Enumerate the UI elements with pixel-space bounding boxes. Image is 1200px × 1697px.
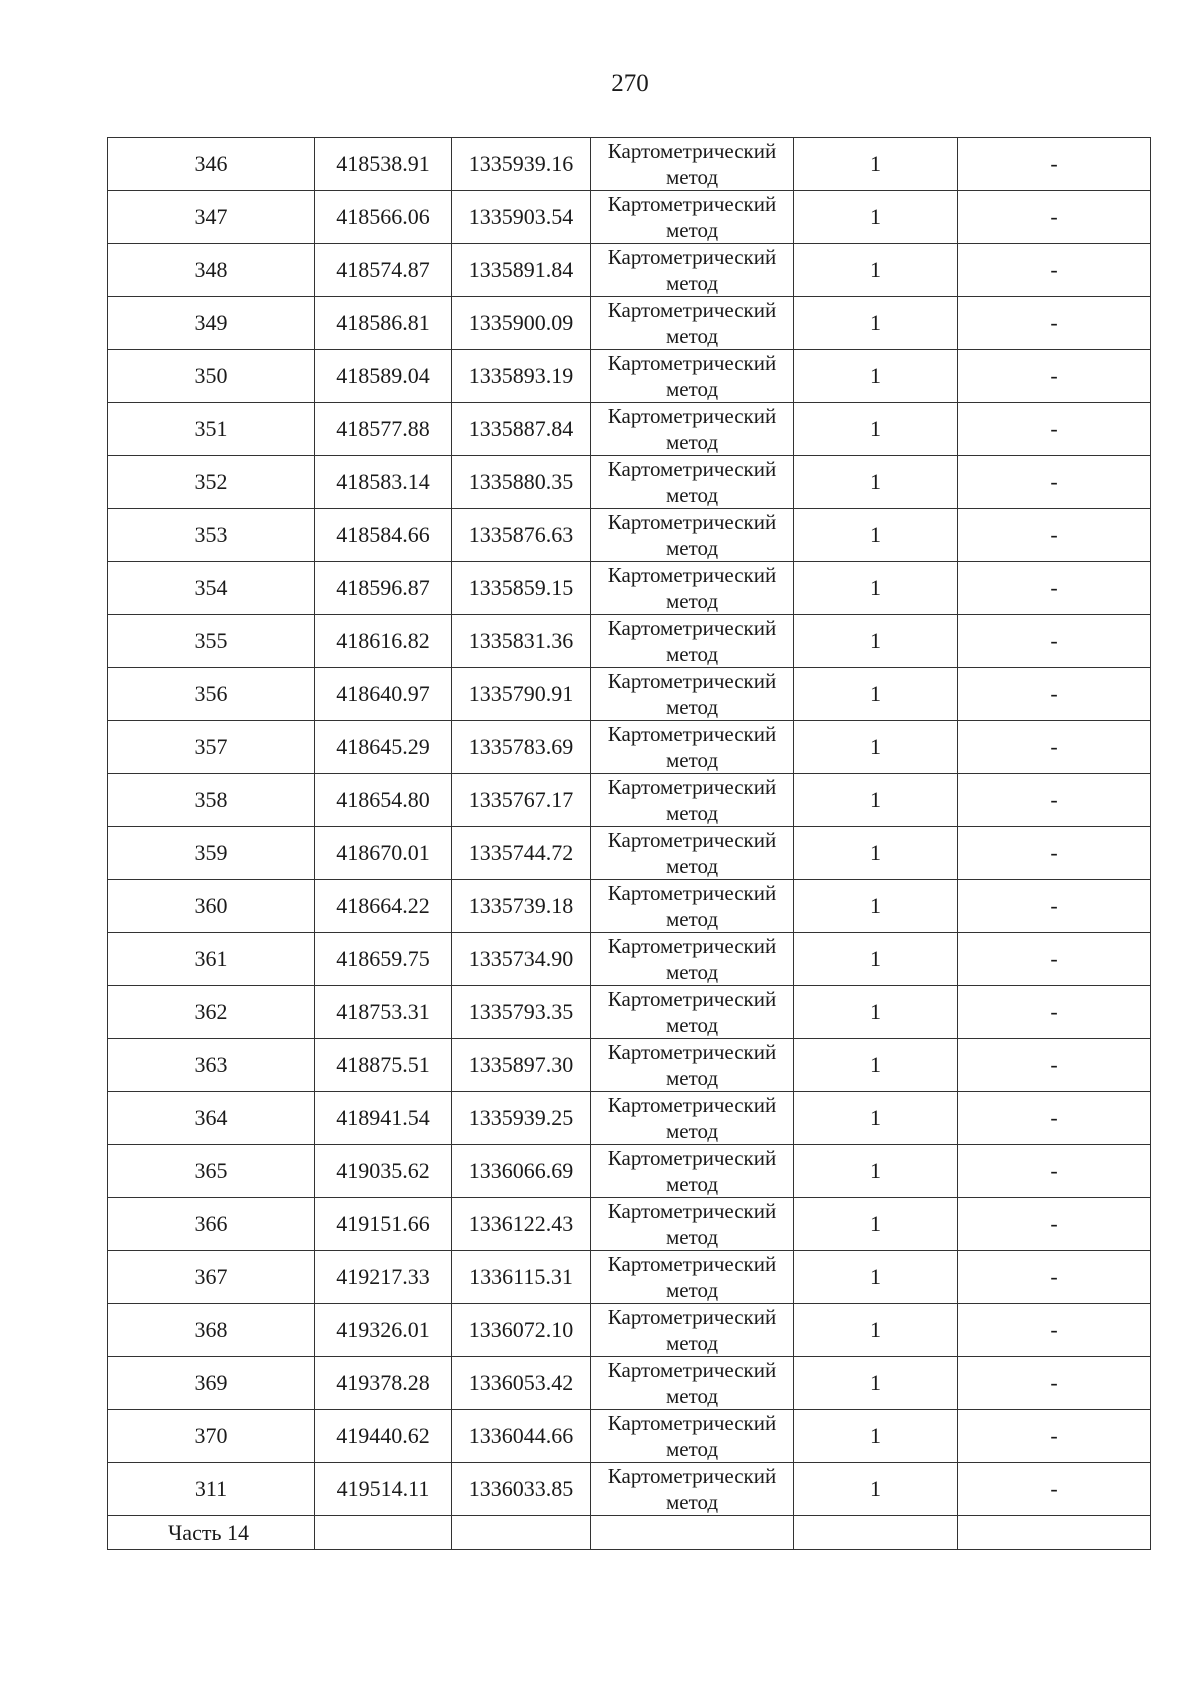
y-coordinate-cell: 1335903.54 (452, 191, 591, 244)
y-coordinate-cell: 1335939.25 (452, 1092, 591, 1145)
point-number-cell: 365 (108, 1145, 315, 1198)
accuracy-cell: 1 (794, 827, 958, 880)
y-coordinate-cell: 1335793.35 (452, 986, 591, 1039)
method-line-1: Картометрический (607, 563, 777, 587)
x-coordinate-cell: 418586.81 (315, 297, 452, 350)
note-cell: - (958, 1039, 1151, 1092)
point-number-cell: 359 (108, 827, 315, 880)
y-coordinate-cell: 1335880.35 (452, 456, 591, 509)
method-line-2: метод (665, 165, 719, 189)
method-line-2: метод (665, 1437, 719, 1461)
accuracy-cell: 1 (794, 1463, 958, 1516)
method-cell (591, 880, 794, 933)
table-row (108, 456, 1151, 509)
x-coordinate-cell: 418596.87 (315, 562, 452, 615)
y-coordinate-cell: 1336122.43 (452, 1198, 591, 1251)
method-cell (591, 1145, 794, 1198)
y-coordinate-cell: 1335767.17 (452, 774, 591, 827)
x-coordinate-cell: 419326.01 (315, 1304, 452, 1357)
method-line-2: метод (665, 960, 719, 984)
point-number-cell: 369 (108, 1357, 315, 1410)
point-number-cell: 356 (108, 668, 315, 721)
method-cell (591, 668, 794, 721)
method-line-1: Картометрический (607, 1411, 777, 1435)
method-line-2: метод (665, 1172, 719, 1196)
point-number-cell: 347 (108, 191, 315, 244)
table-body (108, 138, 1151, 1550)
accuracy-cell: 1 (794, 1092, 958, 1145)
coordinates-table (107, 137, 1151, 1550)
accuracy-cell: 1 (794, 191, 958, 244)
y-coordinate-cell: 1336072.10 (452, 1304, 591, 1357)
point-number-cell: 353 (108, 509, 315, 562)
table-row (108, 986, 1151, 1039)
note-cell: - (958, 774, 1151, 827)
method-line-1: Картометрический (607, 1305, 777, 1329)
method-line-2: метод (665, 642, 719, 666)
page-number: 270 (611, 70, 649, 97)
method-line-1: Картометрический (607, 881, 777, 905)
method-line-2: метод (665, 536, 719, 560)
method-line-2: метод (665, 271, 719, 295)
method-line-1: Картометрический (607, 1358, 777, 1382)
table-row (108, 1251, 1151, 1304)
note-cell: - (958, 933, 1151, 986)
method-line-2: метод (665, 1013, 719, 1037)
x-coordinate-cell: 418583.14 (315, 456, 452, 509)
empty-cell (958, 1516, 1151, 1550)
method-cell (591, 191, 794, 244)
method-cell (591, 403, 794, 456)
accuracy-cell: 1 (794, 880, 958, 933)
x-coordinate-cell: 418577.88 (315, 403, 452, 456)
table-row (108, 350, 1151, 403)
note-cell: - (958, 986, 1151, 1039)
note-cell: - (958, 403, 1151, 456)
note-cell: - (958, 1145, 1151, 1198)
method-line-2: метод (665, 1066, 719, 1090)
method-line-1: Картометрический (607, 669, 777, 693)
accuracy-cell: 1 (794, 1251, 958, 1304)
method-cell (591, 297, 794, 350)
y-coordinate-cell: 1335897.30 (452, 1039, 591, 1092)
x-coordinate-cell: 418566.06 (315, 191, 452, 244)
method-line-1: Картометрический (607, 510, 777, 534)
accuracy-cell: 1 (794, 1357, 958, 1410)
accuracy-cell: 1 (794, 986, 958, 1039)
x-coordinate-cell: 419151.66 (315, 1198, 452, 1251)
method-cell (591, 1304, 794, 1357)
accuracy-cell: 1 (794, 138, 958, 191)
x-coordinate-cell: 418654.80 (315, 774, 452, 827)
empty-cell (315, 1516, 452, 1550)
note-cell: - (958, 562, 1151, 615)
y-coordinate-cell: 1336053.42 (452, 1357, 591, 1410)
method-cell (591, 1198, 794, 1251)
method-cell (591, 615, 794, 668)
table-row (108, 244, 1151, 297)
note-cell: - (958, 1357, 1151, 1410)
table-row (108, 1145, 1151, 1198)
method-line-2: метод (665, 854, 719, 878)
note-cell: - (958, 350, 1151, 403)
accuracy-cell: 1 (794, 933, 958, 986)
method-cell (591, 1463, 794, 1516)
table-row (108, 774, 1151, 827)
accuracy-cell: 1 (794, 1410, 958, 1463)
point-number-cell: 354 (108, 562, 315, 615)
table-row (108, 509, 1151, 562)
method-line-1: Картометрический (607, 245, 777, 269)
part-label: Часть 14 (108, 1516, 315, 1550)
method-cell (591, 244, 794, 297)
method-line-1: Картометрический (607, 722, 777, 746)
note-cell: - (958, 191, 1151, 244)
accuracy-cell: 1 (794, 668, 958, 721)
method-line-2: метод (665, 801, 719, 825)
y-coordinate-cell: 1335939.16 (452, 138, 591, 191)
note-cell: - (958, 1092, 1151, 1145)
y-coordinate-cell: 1335739.18 (452, 880, 591, 933)
accuracy-cell: 1 (794, 1198, 958, 1251)
method-cell (591, 1410, 794, 1463)
accuracy-cell: 1 (794, 297, 958, 350)
point-number-cell: 364 (108, 1092, 315, 1145)
method-line-2: метод (665, 324, 719, 348)
accuracy-cell: 1 (794, 1145, 958, 1198)
table-row (108, 827, 1151, 880)
accuracy-cell: 1 (794, 1304, 958, 1357)
table-row (108, 933, 1151, 986)
point-number-cell: 348 (108, 244, 315, 297)
method-cell (591, 721, 794, 774)
method-cell (591, 350, 794, 403)
note-cell: - (958, 1198, 1151, 1251)
x-coordinate-cell: 418584.66 (315, 509, 452, 562)
y-coordinate-cell: 1335900.09 (452, 297, 591, 350)
method-line-2: метод (665, 1119, 719, 1143)
x-coordinate-cell: 419378.28 (315, 1357, 452, 1410)
note-cell: - (958, 244, 1151, 297)
method-line-1: Картометрический (607, 1093, 777, 1117)
method-line-2: метод (665, 589, 719, 613)
table-row (108, 191, 1151, 244)
accuracy-cell: 1 (794, 774, 958, 827)
accuracy-cell: 1 (794, 615, 958, 668)
method-cell (591, 986, 794, 1039)
method-line-1: Картометрический (607, 828, 777, 852)
method-line-1: Картометрический (607, 404, 777, 428)
y-coordinate-cell: 1335744.72 (452, 827, 591, 880)
method-line-2: метод (665, 907, 719, 931)
point-number-cell: 352 (108, 456, 315, 509)
table-row (108, 562, 1151, 615)
method-cell (591, 138, 794, 191)
y-coordinate-cell: 1335891.84 (452, 244, 591, 297)
note-cell: - (958, 721, 1151, 774)
x-coordinate-cell: 418753.31 (315, 986, 452, 1039)
method-line-1: Картометрический (607, 1040, 777, 1064)
empty-cell (591, 1516, 794, 1550)
table-row (108, 721, 1151, 774)
x-coordinate-cell: 418670.01 (315, 827, 452, 880)
note-cell: - (958, 1410, 1151, 1463)
point-number-cell: 350 (108, 350, 315, 403)
x-coordinate-cell: 418645.29 (315, 721, 452, 774)
table-footer-row (108, 1516, 1151, 1550)
point-number-cell: 311 (108, 1463, 315, 1516)
y-coordinate-cell: 1335876.63 (452, 509, 591, 562)
method-cell (591, 456, 794, 509)
y-coordinate-cell: 1335734.90 (452, 933, 591, 986)
note-cell: - (958, 880, 1151, 933)
accuracy-cell: 1 (794, 721, 958, 774)
point-number-cell: 355 (108, 615, 315, 668)
table-row (108, 1092, 1151, 1145)
x-coordinate-cell: 418538.91 (315, 138, 452, 191)
point-number-cell: 346 (108, 138, 315, 191)
empty-cell (794, 1516, 958, 1550)
method-cell (591, 933, 794, 986)
accuracy-cell: 1 (794, 244, 958, 297)
method-cell (591, 562, 794, 615)
accuracy-cell: 1 (794, 509, 958, 562)
note-cell: - (958, 1304, 1151, 1357)
x-coordinate-cell: 418616.82 (315, 615, 452, 668)
x-coordinate-cell: 418574.87 (315, 244, 452, 297)
method-cell (591, 1092, 794, 1145)
table-row (108, 1039, 1151, 1092)
method-line-2: метод (665, 483, 719, 507)
x-coordinate-cell: 418659.75 (315, 933, 452, 986)
method-cell (591, 774, 794, 827)
empty-cell (452, 1516, 591, 1550)
x-coordinate-cell: 418589.04 (315, 350, 452, 403)
note-cell: - (958, 1251, 1151, 1304)
x-coordinate-cell: 419217.33 (315, 1251, 452, 1304)
table-row (108, 297, 1151, 350)
method-line-2: метод (665, 430, 719, 454)
y-coordinate-cell: 1335887.84 (452, 403, 591, 456)
note-cell: - (958, 827, 1151, 880)
method-line-2: метод (665, 1225, 719, 1249)
method-line-1: Картометрический (607, 1146, 777, 1170)
table-row (108, 1463, 1151, 1516)
x-coordinate-cell: 418941.54 (315, 1092, 452, 1145)
x-coordinate-cell: 419440.62 (315, 1410, 452, 1463)
method-line-2: метод (665, 218, 719, 242)
method-line-2: метод (665, 748, 719, 772)
point-number-cell: 367 (108, 1251, 315, 1304)
point-number-cell: 351 (108, 403, 315, 456)
method-cell (591, 1251, 794, 1304)
point-number-cell: 362 (108, 986, 315, 1039)
method-line-1: Картометрический (607, 298, 777, 322)
method-line-2: метод (665, 1331, 719, 1355)
method-line-1: Картометрический (607, 1199, 777, 1223)
method-cell (591, 1357, 794, 1410)
note-cell: - (958, 456, 1151, 509)
method-line-1: Картометрический (607, 616, 777, 640)
note-cell: - (958, 668, 1151, 721)
method-line-1: Картометрический (607, 934, 777, 958)
table-row (108, 615, 1151, 668)
method-line-1: Картометрический (607, 192, 777, 216)
method-cell (591, 1039, 794, 1092)
point-number-cell: 370 (108, 1410, 315, 1463)
table-row (108, 1304, 1151, 1357)
table-row (108, 403, 1151, 456)
table-row (108, 138, 1151, 191)
y-coordinate-cell: 1335859.15 (452, 562, 591, 615)
y-coordinate-cell: 1336066.69 (452, 1145, 591, 1198)
point-number-cell: 363 (108, 1039, 315, 1092)
x-coordinate-cell: 419514.11 (315, 1463, 452, 1516)
y-coordinate-cell: 1336115.31 (452, 1251, 591, 1304)
table-row (108, 880, 1151, 933)
method-line-1: Картометрический (607, 987, 777, 1011)
point-number-cell: 357 (108, 721, 315, 774)
x-coordinate-cell: 418640.97 (315, 668, 452, 721)
method-line-2: метод (665, 377, 719, 401)
point-number-cell: 366 (108, 1198, 315, 1251)
y-coordinate-cell: 1336044.66 (452, 1410, 591, 1463)
x-coordinate-cell: 419035.62 (315, 1145, 452, 1198)
method-line-1: Картометрический (607, 775, 777, 799)
method-cell (591, 827, 794, 880)
note-cell: - (958, 138, 1151, 191)
y-coordinate-cell: 1335790.91 (452, 668, 591, 721)
method-line-2: метод (665, 695, 719, 719)
x-coordinate-cell: 418875.51 (315, 1039, 452, 1092)
method-line-2: метод (665, 1490, 719, 1514)
y-coordinate-cell: 1335831.36 (452, 615, 591, 668)
point-number-cell: 368 (108, 1304, 315, 1357)
method-line-1: Картометрический (607, 139, 777, 163)
table-row (108, 668, 1151, 721)
note-cell: - (958, 615, 1151, 668)
accuracy-cell: 1 (794, 562, 958, 615)
method-cell (591, 509, 794, 562)
table-row (108, 1357, 1151, 1410)
point-number-cell: 360 (108, 880, 315, 933)
table-row (108, 1198, 1151, 1251)
method-line-2: метод (665, 1384, 719, 1408)
y-coordinate-cell: 1335783.69 (452, 721, 591, 774)
point-number-cell: 361 (108, 933, 315, 986)
accuracy-cell: 1 (794, 403, 958, 456)
y-coordinate-cell: 1335893.19 (452, 350, 591, 403)
x-coordinate-cell: 418664.22 (315, 880, 452, 933)
method-line-1: Картометрический (607, 457, 777, 481)
method-line-1: Картометрический (607, 1464, 777, 1488)
note-cell: - (958, 297, 1151, 350)
accuracy-cell: 1 (794, 350, 958, 403)
y-coordinate-cell: 1336033.85 (452, 1463, 591, 1516)
accuracy-cell: 1 (794, 1039, 958, 1092)
point-number-cell: 358 (108, 774, 315, 827)
note-cell: - (958, 509, 1151, 562)
point-number-cell: 349 (108, 297, 315, 350)
table-row (108, 1410, 1151, 1463)
accuracy-cell: 1 (794, 456, 958, 509)
method-line-2: метод (665, 1278, 719, 1302)
method-line-1: Картометрический (607, 351, 777, 375)
method-line-1: Картометрический (607, 1252, 777, 1276)
note-cell: - (958, 1463, 1151, 1516)
